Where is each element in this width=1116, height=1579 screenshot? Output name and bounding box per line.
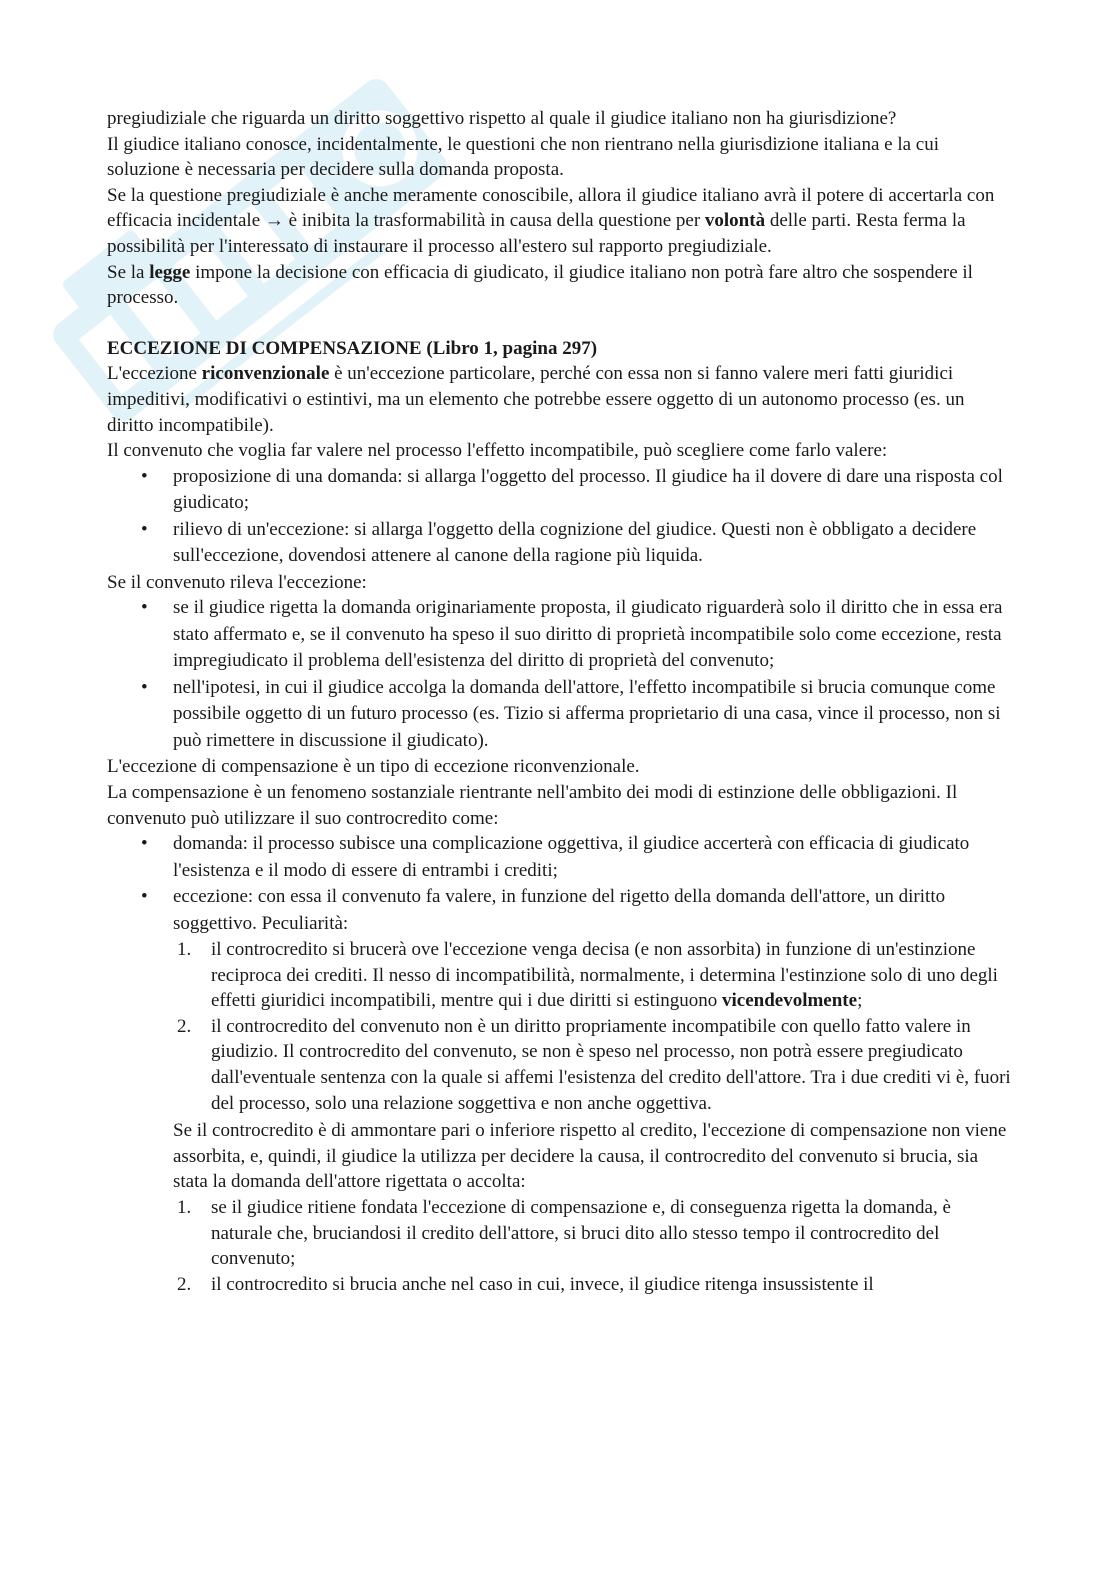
section-heading: ECCEZIONE DI COMPENSAZIONE (Libro 1, pagina 297): [107, 337, 598, 359]
list-item: • rilievo di un'eccezione: si allarga l'oggetto della cognizione del giudice. Questi non è obbligato a decidere sull'eccezione, dovendosi attenere al canone della ragione più liquida.: [173, 517, 1012, 570]
paragraph: Se la questione pregiudiziale è anche meramente conoscibile, allora il giudice italiano avrà il potere di accertarla con efficacia incidentale → è inibita la trasformabilità in causa della questione per volontà delle parti. Resta ferma la possibilità per l'interessato di instaurare il processo all'estero sul rapporto pregiudiziale.: [107, 184, 995, 257]
bullet-list: [107, 831, 1012, 937]
numbered-list: [173, 937, 1012, 1116]
paragraph: Se il convenuto rileva l'eccezione:: [107, 571, 367, 593]
bullet-list: [107, 595, 1012, 754]
paragraph: L'eccezione riconvenzionale è un'eccezione particolare, perché con essa non si fanno valere meri fatti giuridici impeditivi, modificativi o estintivi, ma un elemento che potrebbe essere oggetto di un autonomo processo (es. un diritto incompatibile).: [107, 363, 965, 436]
list-item: • nell'ipotesi, in cui il giudice accolga la domanda dell'attore, l'effetto incompatibile si brucia comunque come possibile oggetto di un futuro processo (es. Tizio si afferma proprietario di una casa, vince il processo, non si può rimettere in discussione il giudicato).: [173, 675, 1012, 755]
bold-term: riconvenzionale: [201, 363, 330, 385]
bold-term: legge: [149, 261, 191, 283]
paragraph: Il giudice italiano conosce, incidentalmente, le questioni che non rientrano nella giurisdizione italiana e la cui soluzione è necessaria per decidere sulla domanda proposta.: [107, 133, 940, 181]
list-item: • domanda: il processo subisce una complicazione oggettiva, il giudice accerterà con efficacia di giudicato l'esistenza e il modo di essere di entrambi i crediti;: [173, 831, 1012, 884]
bold-term: vicendevolmente: [721, 990, 858, 1012]
list-item: 1. il controcredito si brucerà ove l'eccezione venga decisa (e non assorbita) in funzione di un'estinzione reciproca dei crediti. Il nesso di incompatibilità, normalmente, i determina l'estinzione solo di uno degli effetti giuridici incompatibili, mentre qui i due diritti si estinguono vicendevolmente;: [177, 939, 998, 1012]
paragraph: La compensazione è un fenomeno sostanziale rientrante nell'ambito dei modi di estinzione delle obbligazioni. Il convenuto può utilizzare il suo controcredito come:: [107, 781, 958, 829]
intro-line: pregiudiziale che riguarda un diritto soggettivo rispetto al quale il giudice italiano non ha giurisdizione?: [107, 108, 897, 129]
numbered-list: [173, 1195, 1012, 1297]
list-item: 2. il controcredito del convenuto non è un diritto propriamente incompatibile con quello fatto valere in giudizio. Il controcredito del convenuto, se non è speso nel processo, non potrà essere pregiudicato dall'eventuale sentenza con la quale si affemi l'esistenza del credito dell'attore. Tra i due crediti vi è, fuori del processo, solo una relazione soggettiva e non anche oggettiva.: [177, 1015, 1011, 1114]
list-item: • se il giudice rigetta la domanda originariamente proposta, il giudicato riguarderà solo il diritto che in essa era stato affermato e, se il convenuto ha speso il suo diritto di proprietà incompatibile solo come eccezione, resta impregiudicato il problema dell'esistenza del diritto di proprietà del convenuto;: [173, 595, 1012, 675]
list-item: • eccezione: con essa il convenuto fa valere, in funzione del rigetto della domanda dell'attore, un diritto soggettivo. Peculiarità:: [173, 884, 1012, 937]
paragraph: Se la legge impone la decisione con efficacia di giudicato, il giudice italiano non potrà fare altro che sospendere il processo.: [107, 261, 973, 309]
list-item: 2. il controcredito si brucia anche nel caso in cui, invece, il giudice ritenga insussistente il: [177, 1273, 874, 1295]
paragraph: Il convenuto che voglia far valere nel processo l'effetto incompatibile, può scegliere come farlo valere:: [107, 440, 888, 462]
nested-block: [107, 937, 1012, 1297]
list-item: 1. se il giudice ritiene fondata l'eccezione di compensazione e, di conseguenza rigetta la domanda, è naturale che, bruciandosi il credito dell'attore, si bruci dito allo stesso tempo il controcredito del convenuto;: [177, 1197, 951, 1270]
paragraph: Se il controcredito è di ammontare pari o inferiore rispetto al credito, l'eccezione di compensazione non viene assorbita, e, quindi, il giudice la utilizza per decidere la causa, il controcredito del convenuto si brucia, sia stata la domanda dell'attore rigettata o accolta:: [173, 1120, 1007, 1193]
paragraph: L'eccezione di compensazione è un tipo di eccezione riconvenzionale.: [107, 756, 640, 778]
bullet-list: [107, 464, 1012, 570]
document-body: [107, 106, 1012, 1297]
list-item: • proposizione di una domanda: si allarga l'oggetto del processo. Il giudice ha il dovere di dare una risposta col giudicato;: [173, 464, 1012, 517]
bold-term: volontà: [704, 210, 766, 232]
